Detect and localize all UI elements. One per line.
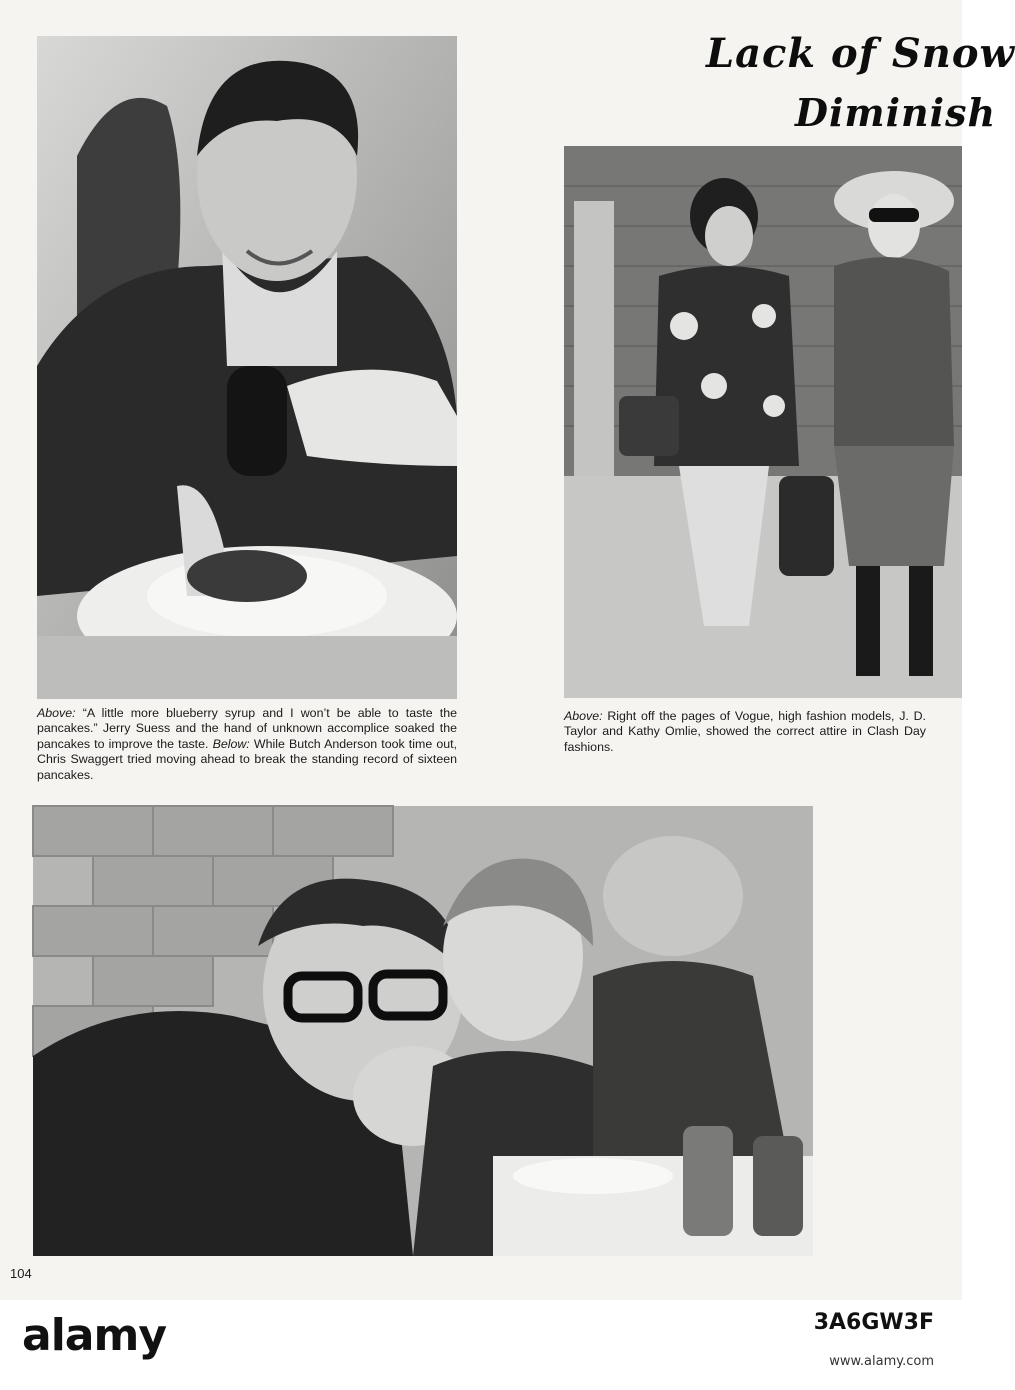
photo-pancake-eaters [33, 806, 813, 1256]
stock-image-id: 3A6GW3F [813, 1310, 934, 1335]
caption-text-above: “A little more blueberry syrup and I won’t be able to taste the pancakes.” Jerry Suess and the hand of unknown accomplice soaked the pancakes to improve the taste. [37, 706, 457, 751]
caption-lead-above-right: Above: [564, 709, 603, 723]
caption-lead-below: Below: [212, 736, 250, 751]
page-number: 104 [10, 1266, 32, 1281]
photo-pancake-syrup [37, 36, 457, 699]
caption-text-below: While Butch Anderson took time out, Chris Swaggert tried moving ahead to break the standing record of sixteen pancakes. [37, 736, 457, 782]
caption-text-right: Right off the pages of Vogue, high fashion models, J. D. Taylor and Kathy Omlie, showed the correct attire in Clash Day fashions. [564, 709, 926, 754]
stock-url: www.alamy.com [829, 1354, 934, 1369]
alamy-logo: alamy [22, 1310, 166, 1361]
headline-line-2: Diminish [795, 90, 997, 135]
headline-line-1: Lack of Snow [706, 30, 1015, 77]
photo-clash-day-fashion [564, 146, 962, 698]
caption-pancakes [37, 706, 457, 783]
caption-fashion [564, 709, 926, 755]
caption-lead-above: Above: [37, 706, 76, 720]
